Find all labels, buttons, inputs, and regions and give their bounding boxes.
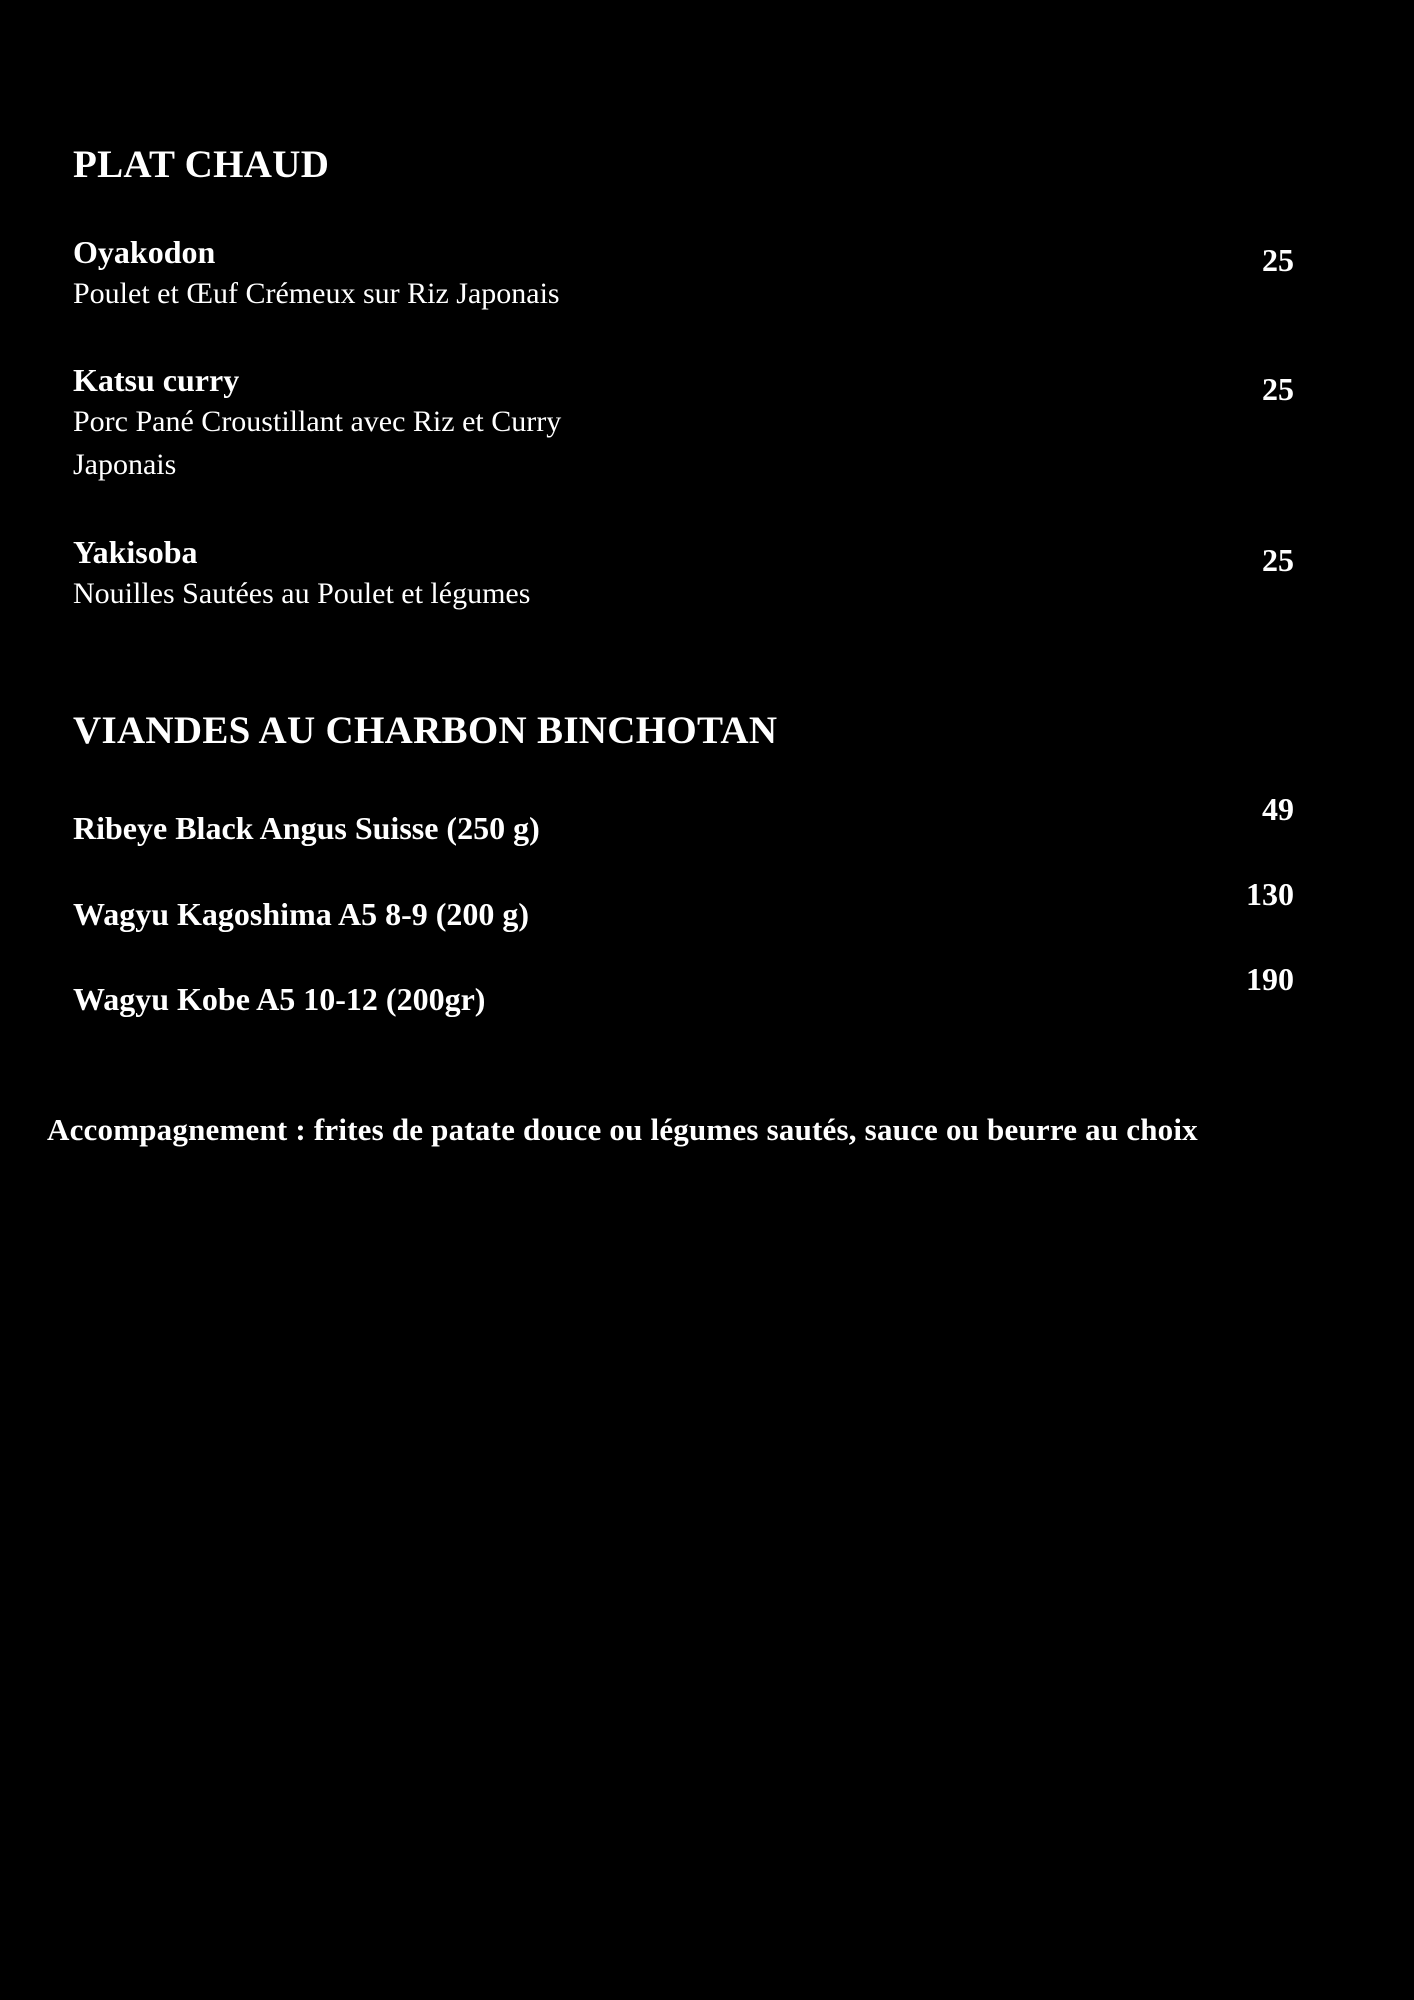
item-name-oyakodon: Oyakodon [73, 234, 216, 270]
item-description-oyakodon: Poulet et Œuf Crémeux sur Riz Japonais [73, 277, 560, 310]
item-name-wagyu-kobe: Wagyu Kobe A5 10-12 (200gr) [73, 981, 486, 1017]
section-title-viandes: VIANDES AU CHARBON BINCHOTAN [73, 709, 778, 752]
price-yakisoba: 25 [1262, 542, 1294, 578]
price-katsu-curry: 25 [1262, 371, 1294, 407]
item-name-wagyu-kagoshima: Wagyu Kagoshima A5 8-9 (200 g) [73, 896, 530, 932]
section-title-plat-chaud: PLAT CHAUD [73, 143, 330, 186]
price-wagyu-kagoshima: 130 [1246, 876, 1294, 912]
item-name-katsu-curry: Katsu curry [73, 362, 240, 398]
price-ribeye: 49 [1262, 791, 1294, 827]
price-wagyu-kobe: 190 [1246, 961, 1294, 997]
price-oyakodon: 25 [1262, 242, 1294, 278]
accompagnement-note: Accompagnement : frites de patate douce ou légumes sautés, sauce ou beurre au choix [47, 1112, 1198, 1147]
item-name-yakisoba: Yakisoba [73, 534, 198, 570]
item-name-ribeye: Ribeye Black Angus Suisse (250 g) [73, 810, 540, 846]
item-description-yakisoba: Nouilles Sautées au Poulet et légumes [73, 577, 531, 610]
item-description-katsu-curry: Porc Pané Croustillant avec Riz et Curry Japonais [73, 405, 562, 481]
